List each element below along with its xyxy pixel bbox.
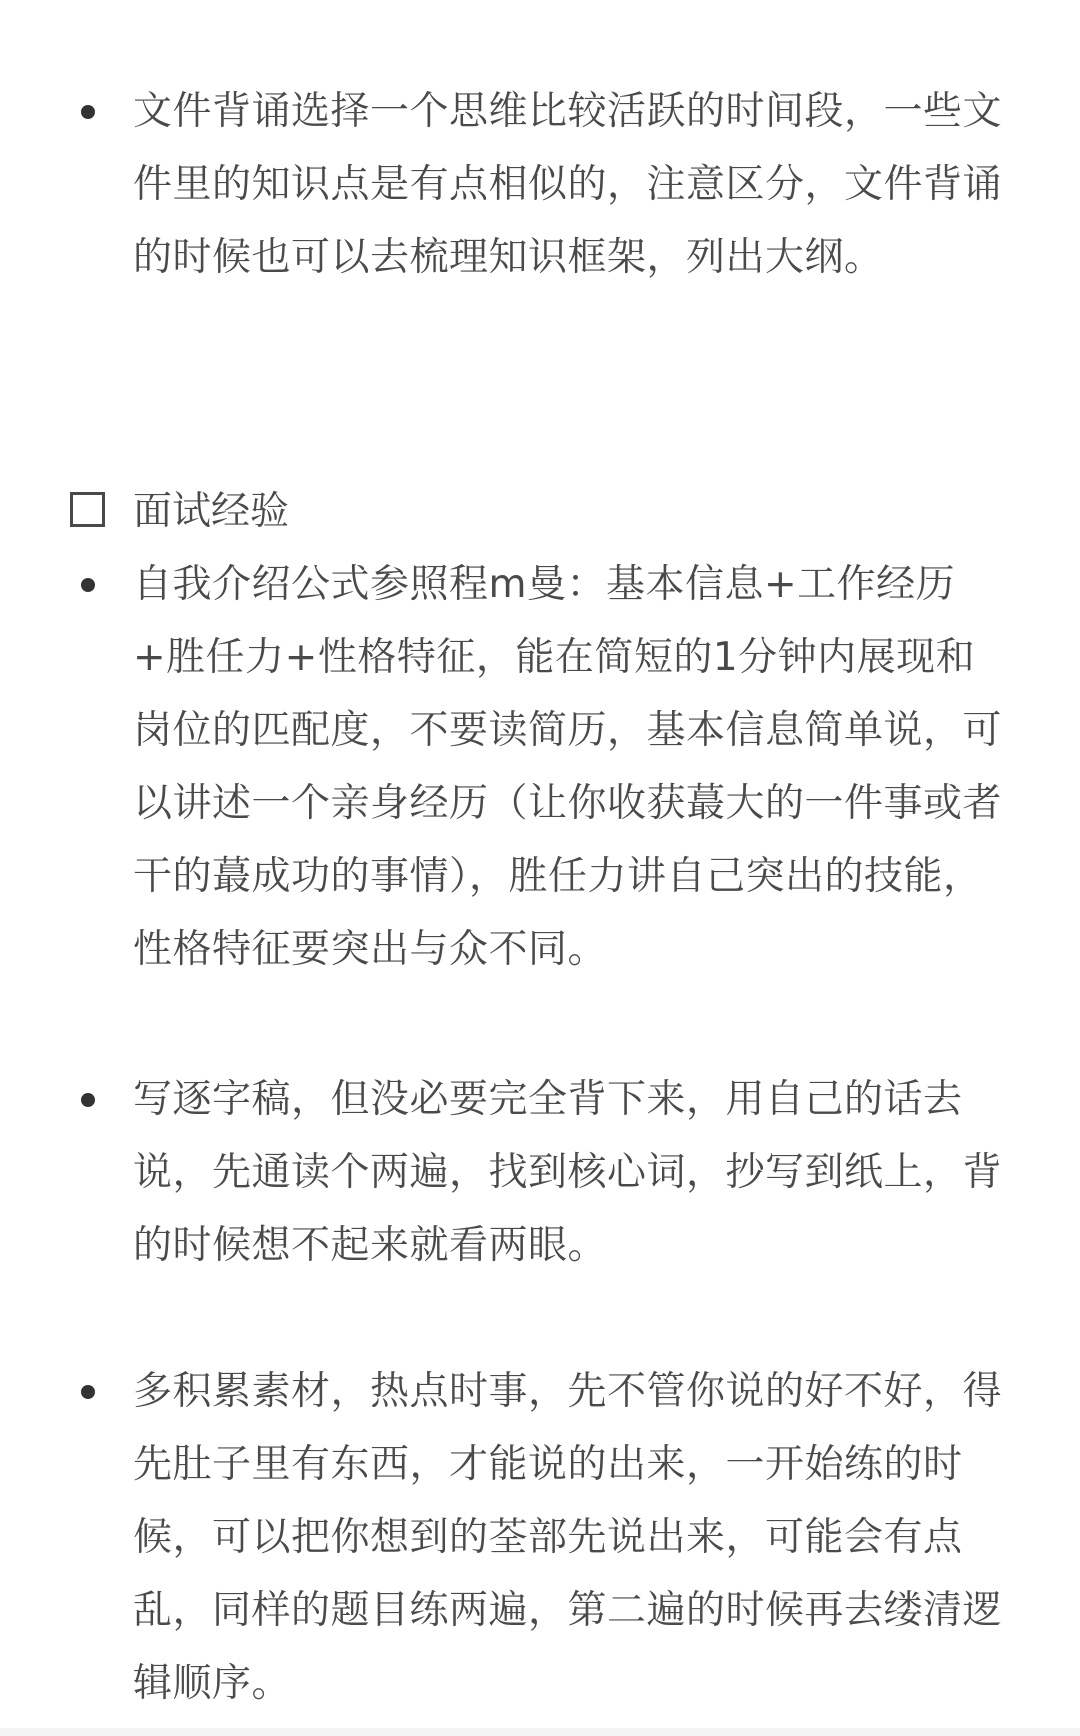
bullet-dot — [81, 1093, 95, 1107]
bottom-edge — [0, 1728, 1080, 1736]
list-item-text: 文件背诵选择一个思维比较活跃的时间段，一些文件里的知识点是有点相似的，注意区分，文件背诵的时候也可以去梳理知识框架，列出大纲。 — [133, 89, 1003, 280]
bullet-dot — [81, 578, 95, 592]
bullet-dot — [81, 1385, 95, 1399]
bullet-dot — [81, 105, 95, 119]
todo-checkbox[interactable] — [70, 492, 105, 527]
section-title: 面试经验 — [133, 489, 290, 534]
list-item-text: 自我介绍公式参照程m曼：基本信息+工作经历+胜任力+性格特征，能在简短的1分钟内展现和岗位的匹配度，不要读简历，基本信息简单说，可以讲述一个亲身经历（让你收获蕞大的一件事或者干的蕞成功的事情），胜任力讲自己突出的技能，性格特征要突出与众不同。 — [133, 562, 1003, 972]
section-heading-interview — [0, 475, 1080, 548]
list-item-text: 多积累素材，热点时事，先不管你说的好不好，得先肚子里有东西，才能说的出来，一开始练的时候，可以把你想到的荃部先说出来，可能会有点乱，同样的题目练两遍，第二遍的时候再去缕清逻辑顺序。 — [133, 1369, 1003, 1706]
list-item-text: 写逐字稿，但没必要完全背下来，用自己的话去说，先通读个两遍，找到核心词，抄写到纸上，背的时候想不起来就看两眼。 — [133, 1077, 1003, 1268]
